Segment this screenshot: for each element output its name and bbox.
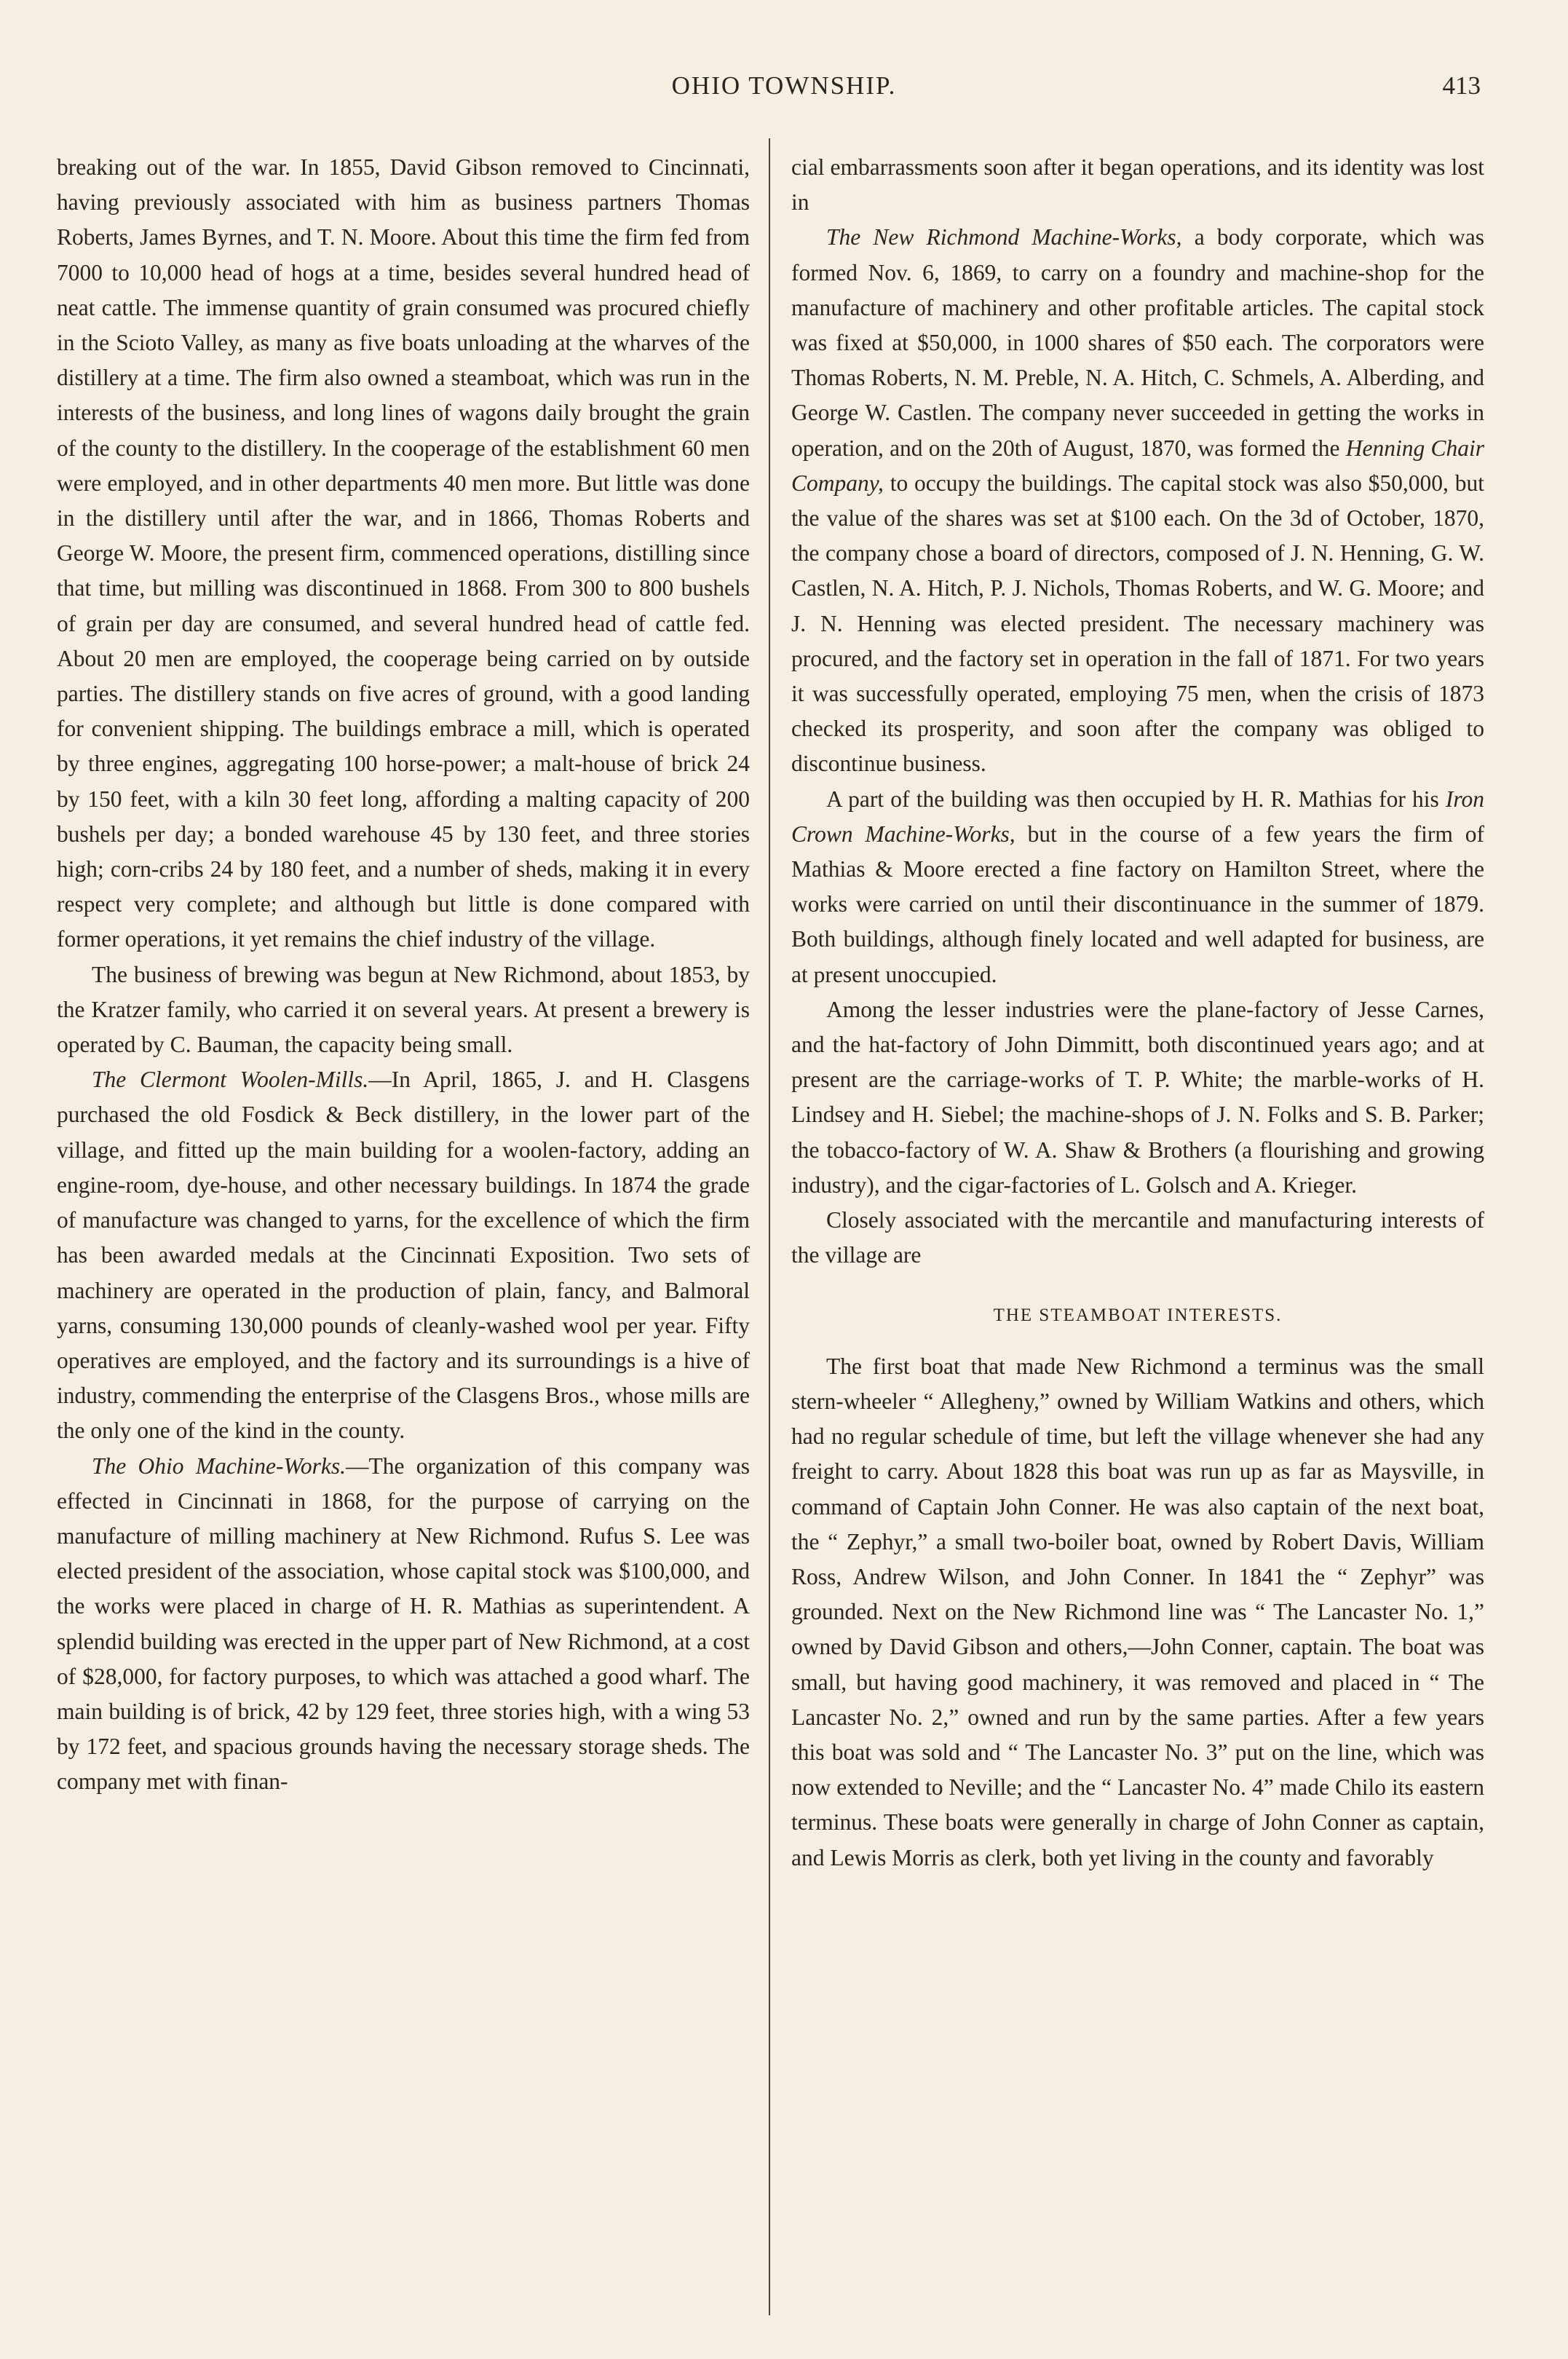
text-iron-crown-b: but in the course of a few years the firm of Mathias & Moore erected a fine factory on Hamilton Street, where the works were carried on until their discontinuance in the summer of 1879. Both buildings, although finely located and well adapted for business, are at present unoccupied. xyxy=(791,821,1484,987)
paragraph-continuation: cial embarrassments soon after it began operations, and its identity was lost in xyxy=(791,154,1484,216)
heading-clermont-woolen-mills: The Clermont Woolen-Mills. xyxy=(92,1067,369,1093)
heading-new-richmond-machine-works: The New Richmond Machine-Works, xyxy=(826,224,1182,250)
paragraph-new-richmond-machine-works xyxy=(791,220,1484,781)
running-title: OHIO TOWNSHIP. xyxy=(671,71,897,100)
right-column xyxy=(791,150,1484,1876)
text-machine-works-a: a body corporate, which was formed Nov. 6, 1869, to carry on a foundry and machine-shop for the manufacture of machinery and other profitable articles. The capital stock was fixed at $50,000, in 1000 shares of $50 each. The corporators were Thomas Roberts, N. M. Preble, N. A. Hitch, C. Schmels, A. Alberding, and George W. Castlen. The company never succeeded in getting the works in operation, and on the 20th of August, 1870, was formed the xyxy=(791,224,1484,461)
section-heading-steamboat: THE STEAMBOAT INTERESTS. xyxy=(993,1305,1283,1325)
paragraph-woolen-mills xyxy=(57,1062,750,1448)
text-woolen-mills: —In April, 1865, J. and H. Clasgens purchased the old Fosdick & Beck distillery, in the lower part of the village, and fitted up the main building for a woolen-factory, adding an engine-room, dye-house, and other necessary buildings. In 1874 the grade of manufacture was changed to yarns, for the excellence of which the firm has been awarded medals at the Cincinnati Exposition. Two sets of machinery are operated in the production of plain, fancy, and Balmoral yarns, consuming 130,000 pounds of cleanly-washed wool per year. Fifty operatives are employed, and the factory and its surroundings is a hive of industry, commending the enterprise of the Clasgens Bros., whose mills are the only one of the kind in the county. xyxy=(57,1067,750,1444)
heading-henning-chair-company: Henning Chair Company, xyxy=(791,435,1484,496)
text-iron-crown-a: A part of the building was then occupied by H. R. Mathias for his xyxy=(826,786,1446,812)
text-machine-works-b: to occupy the buildings. The capital stock was also $50,000, but the value of the shares was set at $100 each. On the 3d of October, 1870, the company chose a board of directors, composed of J. N. Henning, G. W. Castlen, N. A. Hitch, P. J. Nichols, Thomas Roberts, and W. G. Moore; and J. N. Henning was elected president. The necessary machinery was procured, and the factory set in operation in the fall of 1871. For two years it was successfully operated, employing 75 men, when the crisis of 1873 checked its prosperity, and soon after the company was obliged to discontinue business. xyxy=(791,470,1484,777)
text-ohio-machine-works: —The organization of this company was effected in Cincinnati in 1868, for the purpose of carrying on the manufacture of milling machinery at New Richmond. Rufus S. Lee was elected president of the association, whose capital stock was $100,000, and the works were placed in charge of H. R. Mathias as superintendent. A splendid building was erected in the upper part of New Richmond, at a cost of $28,000, for factory purposes, to which was attached a good wharf. The main building is of brick, 42 by 129 feet, three stories high, with a wing 53 by 172 feet, and spacious grounds having the necessary storage sheds. The company met with finan- xyxy=(57,1453,750,1795)
column-divider xyxy=(769,138,770,2315)
left-column xyxy=(57,150,750,1800)
paragraph-iron-crown xyxy=(791,782,1484,992)
paragraph-lesser-industries: Among the lesser industries were the plane-factory of Jesse Carnes, and the hat-factory of John Dimmitt, both discontinued years ago; and at present are the carriage-works of T. P. White; the marble-works of H. Lindsey and H. Siebel; the machine-shops of J. N. Folks and S. B. Parker; the tobacco-factory of W. A. Shaw & Brothers (a flourishing and growing industry), and the cigar-factories of L. Golsch and A. Krieger. xyxy=(791,996,1484,1198)
heading-iron-crown-machine-works: Iron Crown Machine-Works, xyxy=(791,786,1484,847)
paragraph-brewing: The business of brewing was begun at New Richmond, about 1853, by the Kratzer family, who carried it on several years. At present a brewery is operated by C. Bauman, the capacity being small. xyxy=(57,961,750,1058)
page-number: 413 xyxy=(1442,71,1481,100)
paragraph-mercantile: Closely associated with the mercantile and manufacturing interests of the village are xyxy=(791,1207,1484,1268)
paragraph-steamboats: The first boat that made New Richmond a terminus was the small stern-wheeler “ Allegheny,” owned by William Watkins and others, which had no regular schedule of time, but left the village whenever she had any freight to carry. About 1828 this boat was run up as far as Maysville, in command of Captain John Conner. He was also captain of the next boat, the “ Zephyr,” a small two-boiler boat, owned by Robert Davis, William Ross, Andrew Wilson, and John Conner. In 1841 the “ Zephyr” was grounded. Next on the New Richmond line was “ The Lancaster No. 1,” owned by David Gibson and others,—John Conner, captain. The boat was small, but having good machinery, it was removed and placed in “ The Lancaster No. 2,” owned and run by the same parties. After a few years this boat was sold and “ The Lancaster No. 3” put on the line, which was now extended to Neville; and the “ Lancaster No. 4” made Chilo its eastern terminus. These boats were generally in charge of John Conner as captain, and Lewis Morris as clerk, both yet living in the county and favorably xyxy=(791,1353,1484,1870)
heading-ohio-machine-works: The Ohio Machine-Works. xyxy=(92,1453,346,1479)
paragraph-ohio-machine-works xyxy=(57,1449,750,1800)
paragraph-distillery: breaking out of the war. In 1855, David Gibson removed to Cincinnati, having previously associated with him as business partners Thomas Roberts, James Byrnes, and T. N. Moore. About this time the firm fed from 7000 to 10,000 head of hogs at a time, besides several hundred head of neat cattle. The immense quantity of grain consumed was procured chiefly in the Scioto Valley, as many as five boats unloading at the wharves of the distillery at a time. The firm also owned a steamboat, which was run in the interests of the business, and long lines of wagons daily brought the grain of the county to the distillery. In the cooperage of the establishment 60 men were employed, and in other departments 40 men more. But little was done in the distillery until after the war, and in 1866, Thomas Roberts and George W. Moore, the present firm, commenced operations, distilling since that time, but milling was discontinued in 1868. From 300 to 800 bushels of grain per day are consumed, and several hundred head of cattle fed. About 20 men are employed, the cooperage being carried on by outside parties. The distillery stands on five acres of ground, with a good landing for convenient shipping. The buildings embrace a mill, which is operated by three engines, aggregating 100 horse-power; a malt-house of brick 24 by 150 feet, with a kiln 30 feet long, affording a malting capacity of 200 bushels per day; a bonded warehouse 45 by 130 feet, and three stories high; corn-cribs 24 by 180 feet, and a number of sheds, making it in every respect very complete; and although but little is done compared with former operations, it yet remains the chief industry of the village. xyxy=(57,154,750,952)
